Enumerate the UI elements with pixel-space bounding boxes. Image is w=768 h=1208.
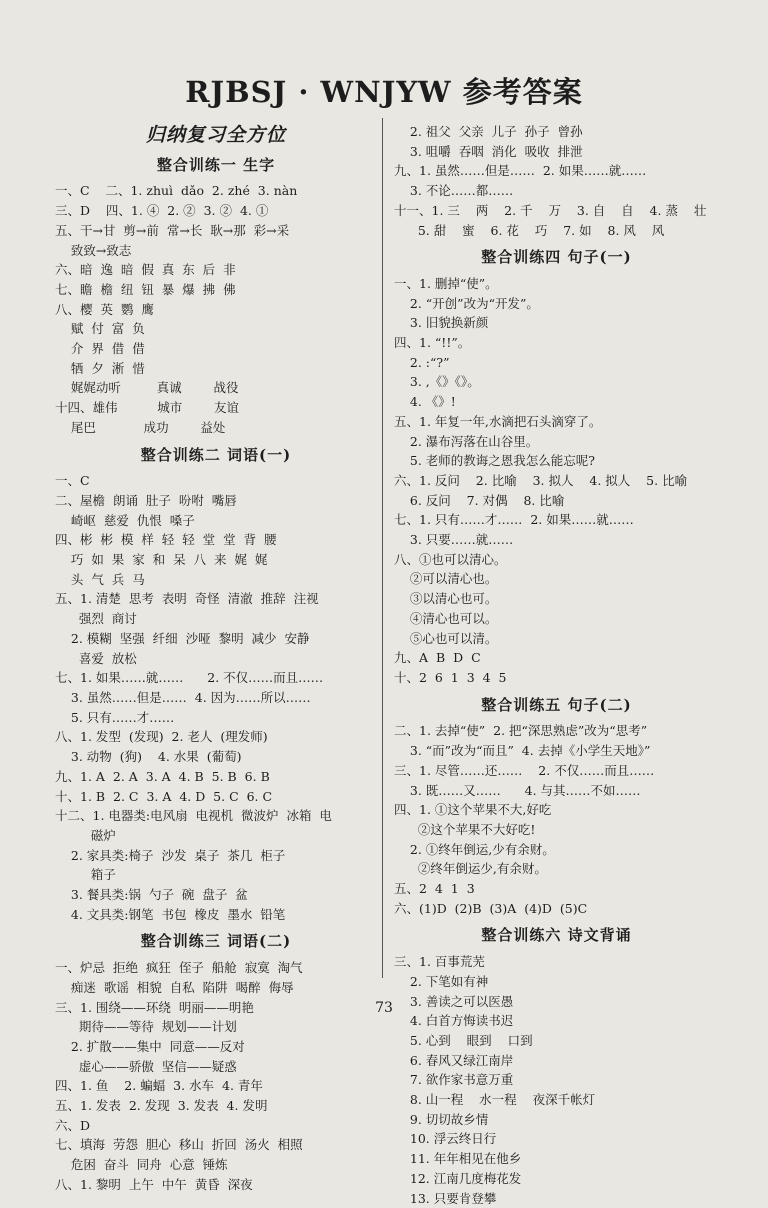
answer-line: ③以清心也可。 (394, 591, 498, 607)
answer-line: 5. 老师的教诲之恩我怎么能忘呢? (394, 453, 595, 469)
answer-line: 11. 年年相见在他乡 (394, 1151, 522, 1167)
exercise-heading: 整合训练一 生字 (156, 155, 276, 174)
answer-line: 七、填海 劳怨 胆心 移山 折回 汤火 相照 (55, 1137, 303, 1153)
answer-line: 3. “而”改为“而且” 4. 去掉《小学生天地》” (394, 743, 651, 759)
exercise-heading: 整合训练六 诗文背诵 (481, 926, 632, 945)
answer-line: 期待——等待 规划——计划 (55, 1019, 237, 1035)
answer-line: 一、1. 删掉“使”。 (394, 275, 498, 291)
answer-line: 六、(1)D (2)B (3)A (4)D (5)C (394, 900, 588, 916)
answer-line: 二、屋檐 朗诵 肚子 吩咐 嘴唇 (55, 492, 237, 508)
answer-line: 九、1. 虽然……但是…… 2. 如果……就…… (394, 163, 647, 179)
answer-line: ②终年倒运少,有余财。 (394, 861, 547, 877)
column-divider (382, 118, 383, 978)
answer-line: 4. 文具类:钢笔 书包 橡皮 墨水 铅笔 (55, 906, 286, 922)
answer-line: ②这个苹果不大好吃! (394, 821, 536, 837)
answer-line: 五、干→甘 剪→前 常→长 耿→那 彩→采 (55, 222, 290, 238)
answer-line: 牺 夕 淅 惜 (55, 360, 145, 376)
answer-line: 3. 餐具类:锅 勺子 碗 盘子 盆 (55, 887, 248, 903)
answer-line: 磁炉 (55, 827, 116, 843)
answer-line: 2. :“?” (394, 354, 450, 370)
answer-line: 6. 春风又绿江南岸 (394, 1052, 514, 1068)
answer-line: 2. 模糊 坚强 纤细 沙哑 黎明 减少 安静 (55, 630, 310, 646)
answer-line: 一、C 二、1. zhuì dǎo 2. zhé 3. nàn (55, 183, 298, 199)
answer-line: 尾巴 成功 益处 (55, 419, 226, 435)
answer-line: 3. 动物 (狗) 4. 水果 (葡萄) (55, 749, 242, 765)
answer-line: 8. 山一程 水一程 夜深千帐灯 (394, 1092, 596, 1108)
answer-line: 巧 如 果 家 和 呆 八 来 娓 娓 (55, 552, 268, 568)
answer-line: 九、A B D C (394, 650, 481, 666)
answer-line: 3. ,《》《》。 (394, 374, 480, 390)
answer-line: 7. 欲作家书意万重 (394, 1072, 514, 1088)
answer-line: 2. 扩散——集中 同意——反对 (55, 1038, 245, 1054)
answer-line: 3. 咀嚼 吞咽 消化 吸收 排泄 (394, 143, 583, 159)
answer-line: 6. 反问 7. 对偶 8. 比喻 (394, 492, 565, 508)
answer-line: 十、2 6 1 3 4 5 (394, 669, 507, 685)
answer-line: 十一、1. 三 两 2. 千 万 3. 自 自 4. 蒸 壮 (394, 202, 707, 218)
page-title: RJBSJ · WNJYW 参考答案 (185, 75, 583, 109)
answer-line: 3. 虽然……但是…… 4. 因为……所以…… (55, 689, 311, 705)
answer-line: 四、1. “!!”。 (394, 335, 471, 351)
answer-line: 3. 旧貌换新颜 (394, 315, 489, 331)
answer-line: 2. 家具类:椅子 沙发 桌子 茶几 柜子 (55, 847, 286, 863)
answer-line: 3. 只要……就…… (394, 532, 514, 548)
answer-line: 痴迷 歌谣 相貌 自私 陷阱 喝醉 侮辱 (55, 979, 294, 995)
answer-line: 致致→致志 (55, 242, 132, 258)
answer-line: 2. ①终年倒运,少有余财。 (394, 841, 555, 857)
answer-line: 危困 奋斗 同舟 心意 锤炼 (55, 1157, 228, 1173)
answer-line: 四、1. 鱼 2. 蝙蝠 3. 水车 4. 青年 (55, 1078, 263, 1094)
answer-line: 六、D (55, 1117, 91, 1133)
answer-line: 2. 瀑布泻落在山谷里。 (394, 433, 539, 449)
answer-line: 5. 只有……才…… (55, 709, 175, 725)
answer-line: 四、1. ①这个苹果不大,好吃 (394, 802, 552, 818)
answer-line: 十、1. B 2. C 3. A 4. D 5. C 6. C (55, 788, 273, 804)
answer-line: 一、C (55, 473, 90, 489)
answer-line: 2. “开创”改为“开发”。 (394, 295, 539, 311)
answer-line: 五、1. 发表 2. 发现 3. 发表 4. 发明 (55, 1098, 268, 1114)
answer-line: 13. 只要肯登攀 (394, 1190, 497, 1206)
answer-line: ②可以清心也。 (394, 571, 498, 587)
answer-line: 箱子 (55, 867, 116, 883)
exercise-heading: 整合训练三 词语(二) (140, 932, 292, 951)
answer-line: 六、1. 反问 2. 比喻 3. 拟人 4. 拟人 5. 比喻 (394, 472, 688, 488)
answer-line: 一、炉忌 拒绝 疯狂 侄子 船舱 寂寞 淘气 (55, 960, 303, 976)
answer-line: 七、瞻 檐 纽 钮 暴 爆 拂 佛 (55, 281, 236, 297)
answer-line: 八、①也可以清心。 (394, 551, 507, 567)
answer-line: 三、1. 围绕——环绕 明丽——明艳 (55, 999, 254, 1015)
answer-line: 介 界 借 借 (55, 341, 145, 357)
answer-line: ⑤心也可以清。 (394, 630, 498, 646)
answer-line: 七、1. 如果……就…… 2. 不仅……而且…… (55, 670, 324, 686)
answer-line: 强烈 商讨 (55, 611, 137, 627)
answer-line: 五、2 4 1 3 (394, 881, 475, 897)
answer-line: 赋 付 富 负 (55, 321, 145, 337)
answer-line: 喜爱 放松 (55, 650, 137, 666)
answer-line: 七、1. 只有……才…… 2. 如果……就…… (394, 512, 634, 528)
exercise-heading: 整合训练五 句子(二) (481, 695, 632, 714)
right-column (394, 122, 719, 1208)
answer-line: 3. 既……又…… 4. 与其……不如…… (394, 782, 641, 798)
answer-line: 五、1. 清楚 思考 表明 奇怪 清澈 推辞 注视 (55, 591, 319, 607)
answer-line: 2. 下笔如有神 (394, 973, 489, 989)
answer-line: 三、1. 尽管……还…… 2. 不仅……而且…… (394, 762, 655, 778)
answer-line: 5. 甜 蜜 6. 花 巧 7. 如 8. 风 风 (394, 222, 665, 238)
answer-line: 八、樱 英 鹦 鹰 (55, 301, 154, 317)
answer-line: 三、D 四、1. ④ 2. ② 3. ② 4. ① (55, 203, 269, 219)
answer-line: 五、1. 年复一年,水滴把石头滴穿了。 (394, 413, 602, 429)
answer-line: 八、1. 发型 (发现) 2. 老人 (理发师) (55, 729, 268, 745)
answer-line: 三、1. 百事荒芜 (394, 954, 485, 970)
answer-line: 10. 浮云终日行 (394, 1131, 497, 1147)
answer-line: 5. 心到 眼到 口到 (394, 1032, 533, 1048)
answer-line: 九、1. A 2. A 3. A 4. B 5. B 6. B (55, 768, 270, 784)
answer-line: 六、暗 逸 暗 假 真 东 后 非 (55, 262, 236, 278)
answer-line: 八、1. 黎明 上午 中午 黄昏 深夜 (55, 1176, 253, 1192)
section-title: 归纳复习全方位 (145, 124, 286, 146)
answer-line: 二、1. 去掉“使” 2. 把“深思熟虑”改为“思考” (394, 723, 648, 739)
left-column (55, 122, 377, 1195)
answer-line: 12. 江南几度梅花发 (394, 1170, 522, 1186)
answer-line: 9. 切切故乡情 (394, 1111, 489, 1127)
answer-line: 4. 白首方悔读书迟 (394, 1013, 514, 1029)
answer-line: 十四、雄伟 城市 友谊 (55, 400, 240, 416)
answer-line: 娓娓动听 真诚 战役 (55, 380, 239, 396)
answer-line: 十二、1. 电器类:电风扇 电视机 微波炉 冰箱 电 (55, 808, 332, 824)
answer-line: 崎岖 慈爱 仇恨 嗓子 (55, 512, 195, 528)
answer-line: 4. 《》! (394, 394, 456, 410)
page-number: 73 (375, 1000, 393, 1016)
exercise-heading: 整合训练二 词语(一) (140, 445, 292, 464)
exercise-heading: 整合训练四 句子(一) (481, 248, 632, 267)
answer-line: 2. 祖父 父亲 儿子 孙子 曾孙 (394, 124, 583, 139)
answer-line: 四、彬 彬 模 样 轻 轻 堂 堂 背 腰 (55, 532, 277, 548)
answer-line: 3. 善读之可以医愚 (394, 993, 514, 1009)
answer-line: 头 气 兵 马 (55, 571, 145, 587)
answer-line: ④清心也可以。 (394, 610, 498, 626)
answer-line: 虚心——骄傲 坚信——疑惑 (55, 1058, 237, 1074)
answer-line: 3. 不论……都…… (394, 183, 514, 199)
